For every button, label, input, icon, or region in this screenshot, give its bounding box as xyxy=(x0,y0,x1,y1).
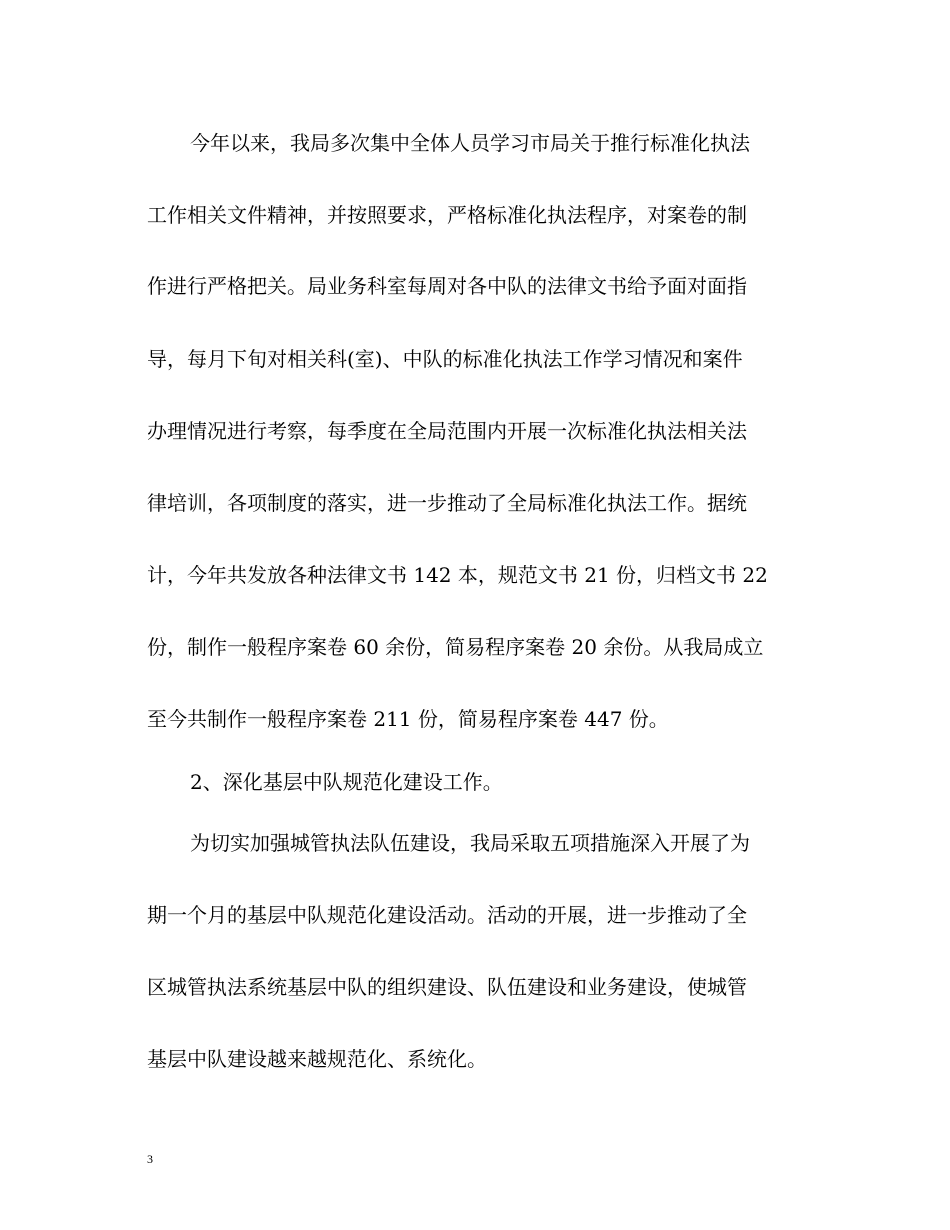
paragraph-1-line-7: 计，今年共发放各种法律文书 142 本，规范文书 21 份，归档文书 22 xyxy=(147,563,768,587)
paragraph-1-line-9: 至今共制作一般程序案卷 211 份，简易程序案卷 447 份。 xyxy=(147,707,669,731)
paragraph-1-line-2: 工作相关文件精神，并按照要求，严格标准化执法程序，对案卷的制 xyxy=(147,203,747,227)
paragraph-1-line-5: 办理情况进行考察，每季度在全局范围内开展一次标准化执法相关法 xyxy=(147,419,747,443)
paragraph-1-line-6: 律培训，各项制度的落实，进一步推动了全局标准化执法工作。据统 xyxy=(147,491,747,515)
section-heading: 2、深化基层中队规范化建设工作。 xyxy=(190,770,503,794)
paragraph-1-line-1: 今年以来，我局多次集中全体人员学习市局关于推行标准化执法 xyxy=(190,131,750,155)
paragraph-1-line-8: 份，制作一般程序案卷 60 余份，简易程序案卷 20 余份。从我局成立 xyxy=(147,635,764,659)
paragraph-2-line-4: 基层中队建设越来越规范化、系统化。 xyxy=(147,1047,487,1071)
paragraph-1-line-3: 作进行严格把关。局业务科室每周对各中队的法律文书给予面对面指 xyxy=(147,274,747,298)
paragraph-2-line-2: 期一个月的基层中队规范化建设活动。活动的开展，进一步推动了全 xyxy=(147,903,747,927)
paragraph-1-line-4: 导，每月下旬对相关科(室)、中队的标准化执法工作学习情况和案件 xyxy=(147,347,743,371)
page-number: 3 xyxy=(147,1152,153,1166)
paragraph-2-line-3: 区城管执法系统基层中队的组织建设、队伍建设和业务建设，使城管 xyxy=(147,975,747,999)
paragraph-2-line-1: 为切实加强城管执法队伍建设，我局采取五项措施深入开展了为 xyxy=(190,831,750,855)
